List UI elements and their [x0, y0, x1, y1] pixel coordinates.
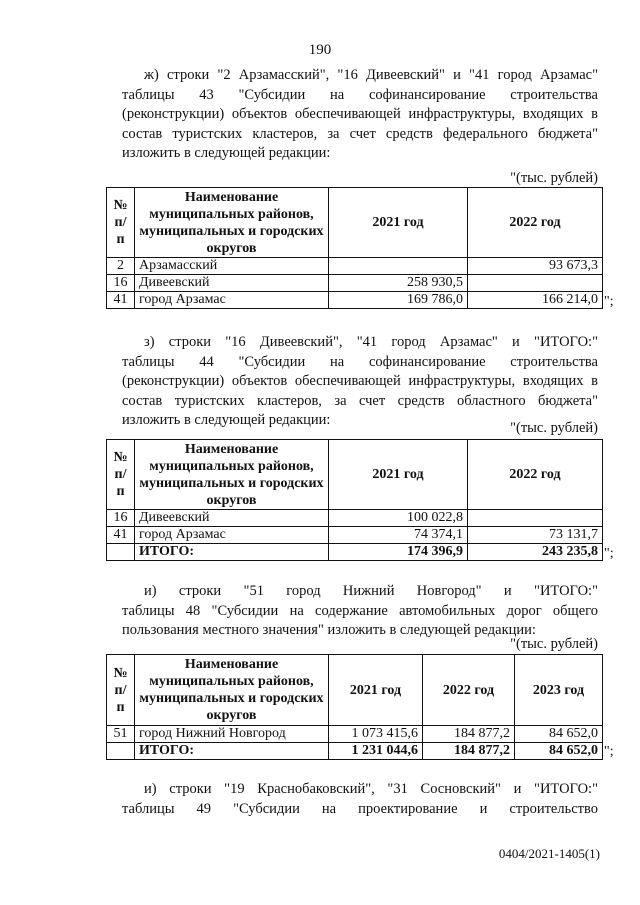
section-z-text [122, 333, 598, 431]
header-name: Наименование муниципальных районов, муниципальных и городских округов [135, 440, 329, 510]
table-43 [106, 187, 603, 309]
table-row: 41 город Арзамас 169 786,0 166 214,0 [107, 292, 603, 309]
header-num: № п/п [107, 440, 135, 510]
units-label: "(тыс. рублей) [510, 636, 598, 652]
section-i2-rest: таблицы 49 "Субсидии на проектирование и строительство [122, 800, 598, 817]
table-row: 41 город Арзамас 74 374,1 73 131,7 [107, 527, 603, 544]
header-2023: 2023 год [515, 655, 603, 726]
header-2021: 2021 год [329, 655, 423, 726]
units-label: "(тыс. рублей) [510, 420, 598, 436]
table-row: 16 Дивеевский 258 930,5 [107, 275, 603, 292]
table-row: 16 Дивеевский 100 022,8 [107, 510, 603, 527]
header-name: Наименование муниципальных районов, муниципальных и городских округов [135, 188, 329, 258]
table-row: 51 город Нижний Новгород 1 073 415,6 184 877,2 84 652,0 [107, 726, 603, 743]
document-code: 0404/2021-1405(1) [498, 846, 600, 861]
closing-quote: "; [604, 294, 614, 309]
closing-quote: "; [604, 546, 614, 561]
header-num: № п/п [107, 188, 135, 258]
section-zh-first-line: ж) строки "2 Арзамасский", "16 Дивеевский" и "41 город Арзамас" [144, 67, 598, 83]
units-label: "(тыс. рублей) [510, 170, 598, 186]
closing-quote: "; [604, 744, 614, 759]
total-row: ИТОГО: 1 231 044,6 184 877,2 84 652,0 [107, 743, 603, 760]
section-i2-first-line: и) строки "19 Краснобаковский", "31 Сосновский" и "ИТОГО:" [144, 781, 598, 797]
header-2022: 2022 год [468, 188, 603, 258]
section-i-text [122, 582, 598, 641]
header-2021: 2021 год [329, 188, 468, 258]
section-i-rest: таблицы 48 "Субсидии на содержание автомобильных дорог общего пользования местного значения" изложить в следующей редакции: [122, 602, 598, 638]
header-name: Наименование муниципальных районов, муниципальных и городских округов [135, 655, 329, 726]
page-number: 190 [308, 42, 332, 58]
section-i-first-line: и) строки "51 город Нижний Новгород" и "ИТОГО:" [144, 583, 598, 599]
section-zh-rest: таблицы 43 "Субсидии на софинансирование строительства (реконструкции) объектов обеспечивающей инфраструктуры, входящих в состав туристских кластеров, за счет средств федерального бюджета" изложить в следующей редакции: [122, 86, 598, 161]
section-z-rest: таблицы 44 "Субсидии на софинансирование строительства (реконструкции) объектов обеспечивающей инфраструктуры, входящих в состав туристских кластеров, за счет средств областного бюджета" изложить в следующей редакции: [122, 353, 598, 428]
section-zh-text [122, 66, 598, 164]
table-48 [106, 654, 603, 760]
section-i2-text [122, 780, 598, 819]
table-44 [106, 439, 603, 561]
header-2021: 2021 год [329, 440, 468, 510]
header-num: № п/п [107, 655, 135, 726]
header-2022: 2022 год [468, 440, 603, 510]
total-row: ИТОГО: 174 396,9 243 235,8 [107, 544, 603, 561]
table-row: 2 Арзамасский 93 673,3 [107, 258, 603, 275]
section-z-first-line: з) строки "16 Дивеевский", "41 город Арзамас" и "ИТОГО:" [144, 334, 598, 350]
header-2022: 2022 год [423, 655, 515, 726]
